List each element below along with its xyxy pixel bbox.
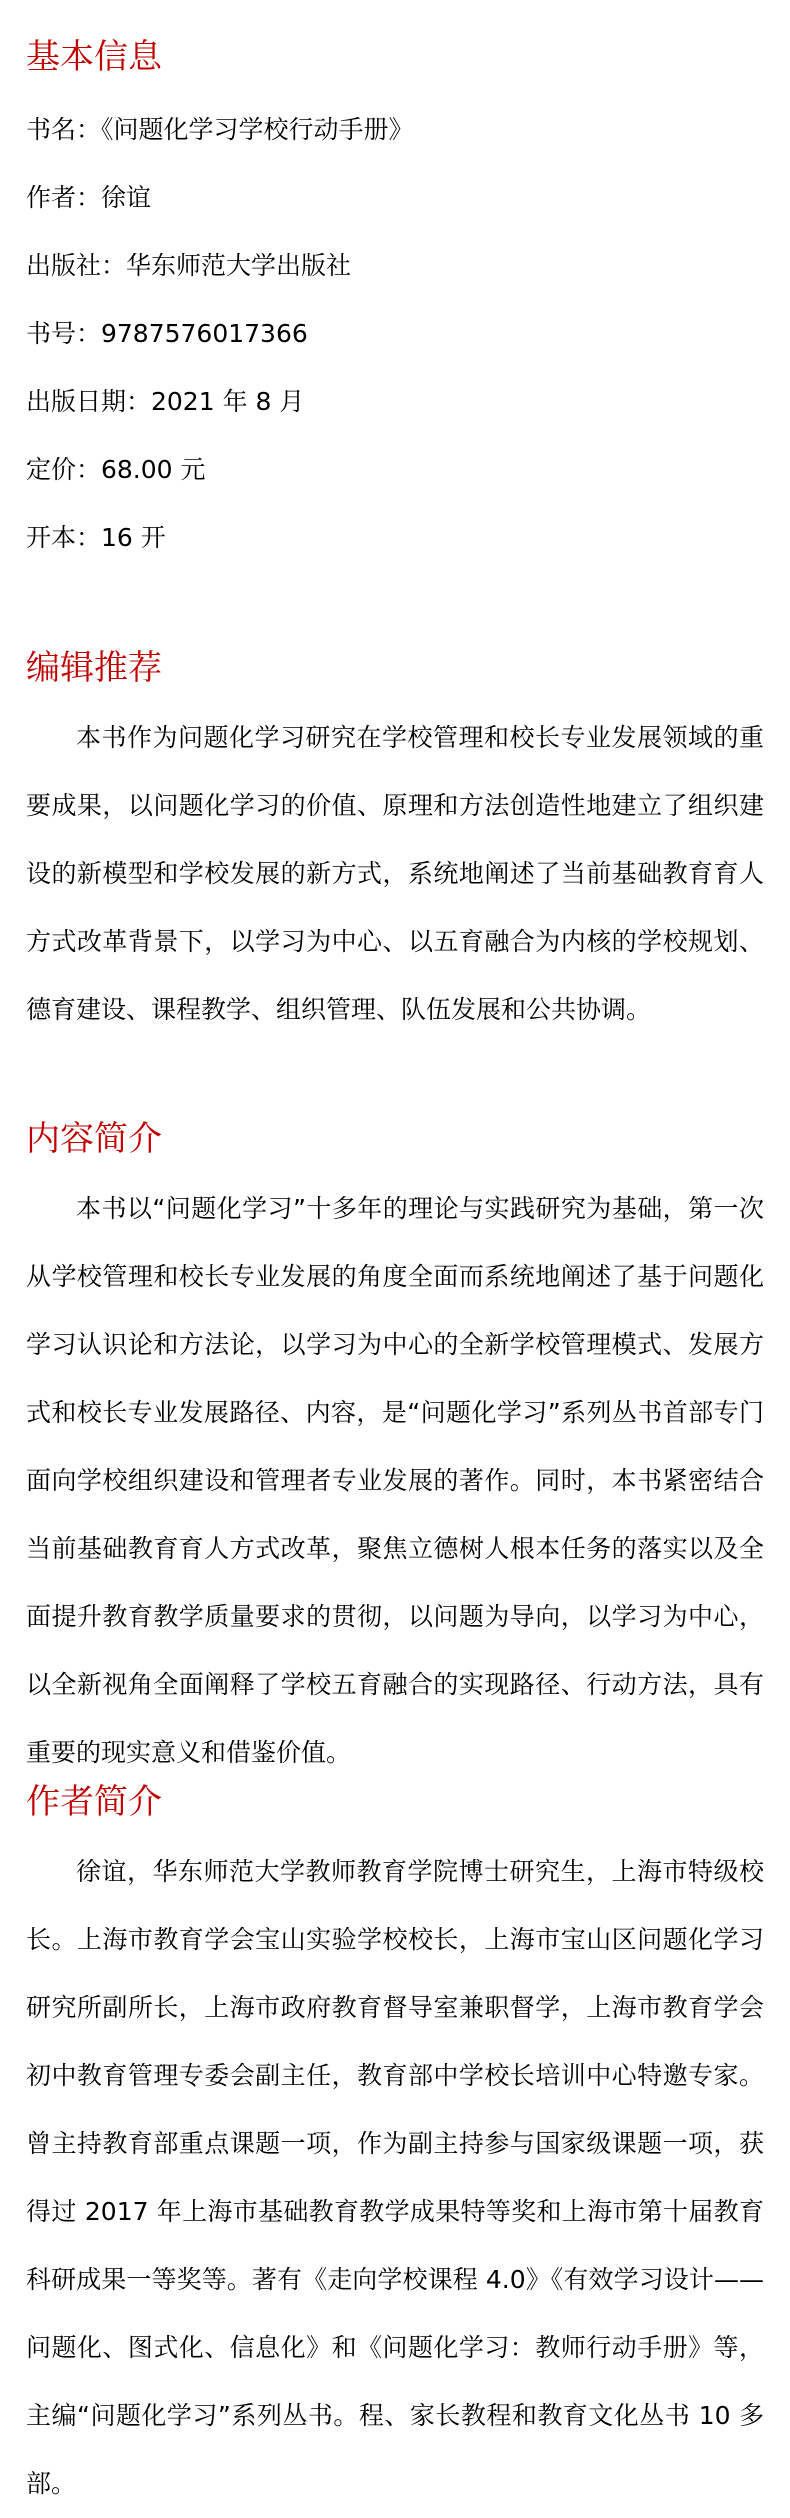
editor-recommendation-section: [26, 646, 764, 1044]
format-item: 开本：16 开: [26, 523, 166, 552]
basic-info-list: [26, 113, 764, 555]
content-summary-heading: 内容简介: [26, 1119, 162, 1159]
publisher-item: 出版社：华东师范大学出版社: [26, 251, 352, 280]
author-bio-text: 徐谊，华东师范大学教师教育学院博士研究生，上海市特级校长。上海市教育学会宝山实验学校校长，上海市宝山区问题化学习研究所副所长，上海市政府教育督导室兼职督学，上海市教育学会初中教育管理专委会副主任，教育部中学校长培训中心特邀专家。曾主持教育部重点课题一项，作为副主持参与国家级课题一项，获得过 2017 年上海市基础教育教学成果特等奖和上海市第十届教育科研成果一等奖等。著有《走向学校课程 4.0》《有效学习设计——问题化、图式化、信息化》和《问题化学习：教师行动手册》等，主编“问题化学习”系列丛书。程、家长教程和教育文化丛书 10 多部。: [26, 1857, 764, 2498]
editor-recommendation-heading: 编辑推荐: [26, 648, 162, 688]
author-bio-section: [26, 1780, 764, 2518]
content-summary-text: 本书以“问题化学习”十多年的理论与实践研究为基础，第一次从学校管理和校长专业发展的角度全面而系统地阐述了基于问题化学习认识论和方法论，以学习为中心的全新学校管理模式、发展方式和校长专业发展路径、内容，是“问题化学习”系列丛书首部专门面向学校组织建设和管理者专业发展的著作。同时，本书紧密结合当前基础教育育人方式改革，聚焦立德树人根本任务的落实以及全面提升教育教学质量要求的贯彻，以问题为导向，以学习为中心，以全新视角全面阐释了学校五育融合的实现路径、行动方法，具有重要的现实意义和借鉴价值。: [26, 1194, 764, 1767]
book-title-item: 书名：《问题化学习学校行动手册》: [26, 115, 414, 144]
publish-date-item: 出版日期：2021 年 8 月: [26, 387, 305, 416]
isbn-item: 书号：9787576017366: [26, 319, 308, 348]
author-bio-heading: 作者简介: [26, 1782, 162, 1822]
basic-info-section: [26, 35, 764, 555]
editor-recommendation-text: 本书作为问题化学习研究在学校管理和校长专业发展领域的重要成果，以问题化学习的价值、原理和方法创造性地建立了组织建设的新模型和学校发展的新方式，系统地阐述了当前基础教育育人方式改革背景下，以学习为中心、以五育融合为内核的学校规划、德育建设、课程教学、组织管理、队伍发展和公共协调。: [26, 723, 764, 1024]
author-item: 作者：徐谊: [26, 183, 152, 212]
content-summary-section: [26, 1117, 764, 1787]
price-item: 定价：68.00 元: [26, 455, 206, 484]
basic-info-heading: 基本信息: [26, 37, 162, 77]
